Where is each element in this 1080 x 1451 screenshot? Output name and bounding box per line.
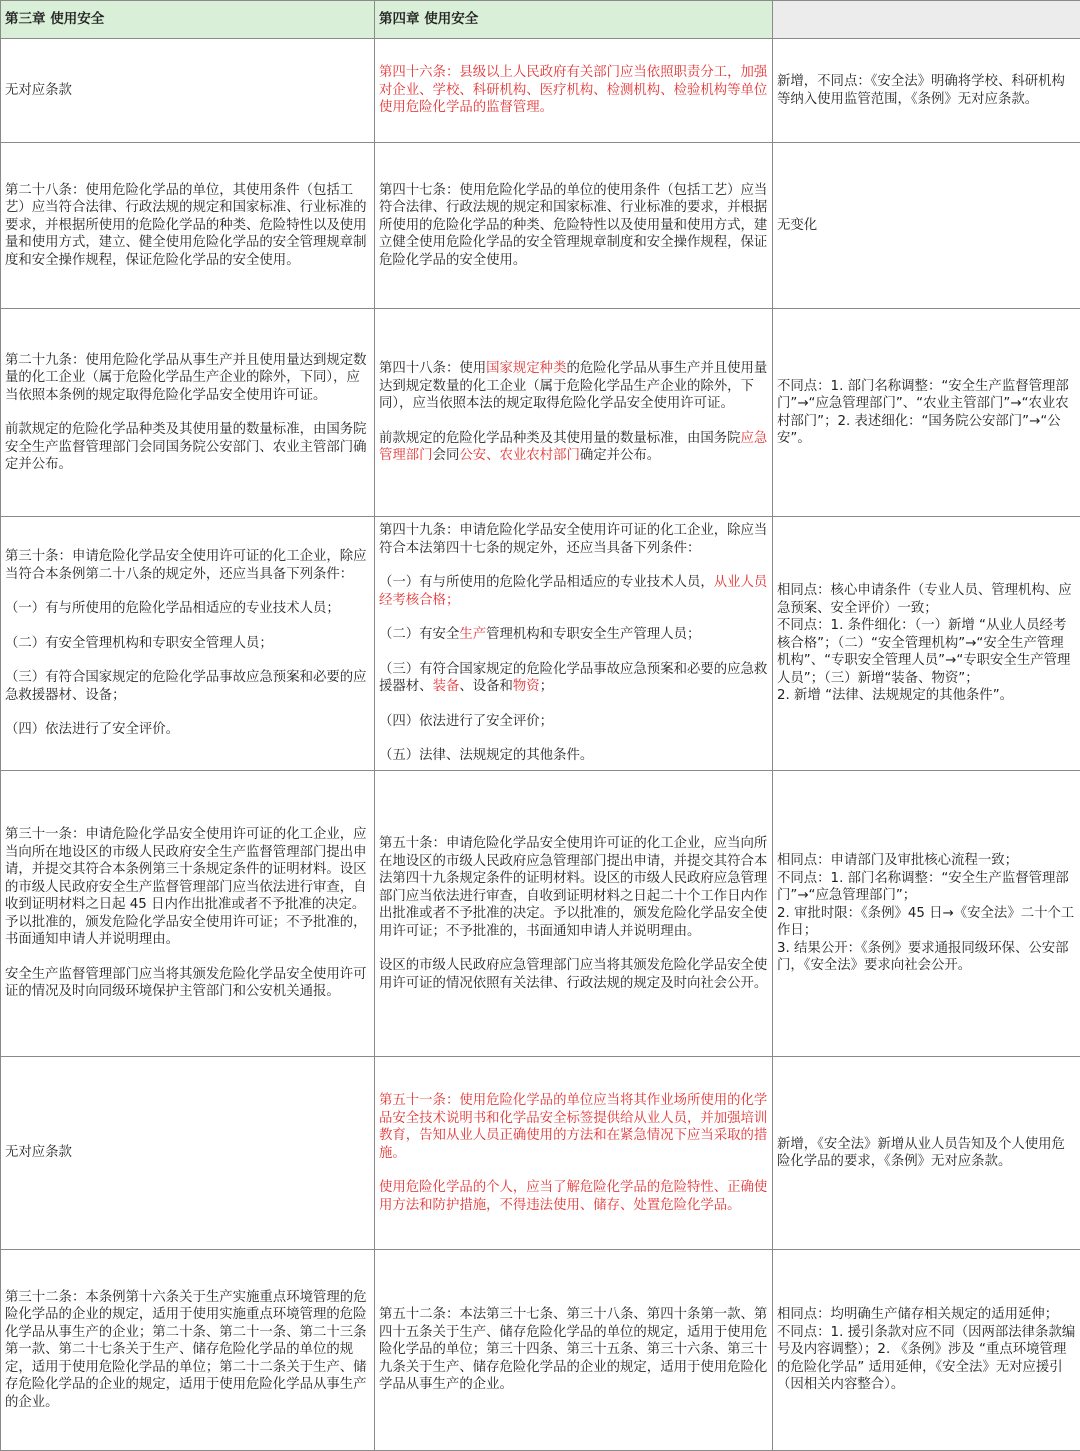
cell-paragraph <box>5 82 370 100</box>
new-article-cell <box>375 1057 773 1250</box>
cell-paragraph <box>5 826 370 949</box>
paragraph-gap <box>5 652 370 669</box>
paragraph-gap <box>379 730 768 747</box>
text-segment: （一）有与所使用的危险化学品相适应的专业技术人员； <box>5 601 340 616</box>
header-row <box>1 1 1080 39</box>
text-segment: 不同点：1. 部门名称调整：“安全生产监督管理部门”→“应急管理部门”、“农业主管部门”→“农业农村部门”；2. 表述细化：“国务院公安部门”→“公安”。 <box>777 379 1069 447</box>
text-segment: 第四十九条：申请危险化学品安全使用许可证的化工企业，除应当符合本法第四十七条的规定外，还应当具备下列条件： <box>379 523 767 556</box>
highlighted-text: 国家规定种类 <box>486 361 566 376</box>
text-segment: 第二十八条：使用危险化学品的单位，其使用条件（包括工艺）应当符合法律、行政法规的规定和国家标准、行业标准的要求，并根据所使用的危险化学品的种类、危险特性以及使用量和使用方式，建立、健全使用危险化学品的安全管理规章制度和安全操作规程，保证危险化学品的安全使用。 <box>5 183 367 268</box>
text-segment: 3. 结果公开：《条例》要求通报同级环保、公安部门，《安全法》要求向社会公开。 <box>777 941 1069 974</box>
cell-paragraph <box>777 1136 1076 1171</box>
cell-paragraph <box>379 1092 768 1162</box>
text-segment: 第五十条：申请危险化学品安全使用许可证的化工企业，应当向所在地设区的市级人民政府应急管理部门提出申请，并提交其符合本法第四十九条规定条件的证明材料。设区的市级人民政府应急管理部门应当依法进行审查，自收到证明材料之日起二十个工作日内作出批准或者不予批准的决定。予以批准的，颁发危险化学品安全使用许可证；不予批准的，书面通知申请人并说明理由。 <box>379 836 767 939</box>
paragraph-gap <box>5 949 370 966</box>
cell-paragraph <box>777 687 1076 705</box>
text-segment: 第四十七条：使用危险化学品的单位的使用条件（包括工艺）应当符合法律、行政法规的规定和国家标准、行业标准的要求，并根据所使用的危险化学品的种类、危险特性以及使用量和使用方式，建立健全使用危险化学品的安全管理规章制度和安全操作规程，保证危险化学品的安全使用。 <box>379 183 767 268</box>
old-article-cell <box>1 517 375 771</box>
cell-paragraph <box>5 966 370 1001</box>
cell-paragraph <box>379 182 768 270</box>
header-new-chapter: 第四章 使用安全 <box>375 1 773 39</box>
header-old-chapter: 第三章 使用安全 <box>1 1 375 39</box>
text-segment: 设区的市级人民政府应急管理部门应当将其颁发危险化学品安全使用许可证的情况依照有关法律、行政法规的规定及时向社会公开。 <box>379 958 767 991</box>
cell-paragraph <box>379 1179 768 1214</box>
highlighted-text: 应急管理部门 <box>379 431 767 464</box>
cell-paragraph <box>777 73 1076 108</box>
cell-paragraph <box>379 626 768 644</box>
text-segment: 第五十二条：本法第三十七条、第三十八条、第四十条第一款、第四十五条关于生产、储存危险化学品的单位的规定，适用于使用危险化学品的单位；第三十四条、第三十五条、第三十六条、第三十九条关于生产、储存危险化学品的企业的规定，适用于使用危险化学品从事生产的企业。 <box>379 1307 767 1392</box>
highlighted-text: 生产 <box>459 627 486 642</box>
text-segment: 新增，《安全法》新增从业人员告知及个人使用危险化学品的要求，《条例》无对应条款。 <box>777 1137 1065 1170</box>
cell-paragraph <box>777 1324 1076 1394</box>
text-segment: 第四十八条：使用 <box>379 361 486 376</box>
paragraph-gap <box>379 696 768 713</box>
cell-paragraph <box>379 430 768 465</box>
table-row <box>1 1057 1080 1250</box>
cell-paragraph <box>379 713 768 731</box>
text-segment: （一）有与所使用的危险化学品相适应的专业技术人员， <box>379 575 714 590</box>
text-segment: （四）依法进行了安全评价。 <box>5 722 179 737</box>
paragraph-gap <box>5 618 370 635</box>
old-article-cell <box>1 771 375 1057</box>
cell-paragraph <box>777 217 1076 235</box>
text-segment: 的危险化学品从事生产并且使用量达到规定数量的化工企业（属于危险化学品生产企业的除外，下同），应当依照本法的规定取得危险化学品安全使用许可证。 <box>379 361 767 411</box>
text-segment: 新增，不同点：《安全法》明确将学校、科研机构等纳入使用监管范围，《条例》无对应条款。 <box>777 74 1065 107</box>
highlighted-text: 第四十六条：县级以上人民政府有关部门应当依照职责分工，加强对企业、学校、科研机构、医疗机构、检测机构、检验机构等单位使用危险化学品的监督管理。 <box>379 65 767 115</box>
cell-paragraph <box>379 661 768 696</box>
paragraph-gap <box>379 557 768 574</box>
text-segment: （五）法律、法规规定的其他条件。 <box>379 748 593 763</box>
new-article-cell <box>375 771 773 1057</box>
cell-paragraph <box>5 1289 370 1412</box>
text-segment: 管理机构和专职安全生产管理人员； <box>486 627 700 642</box>
text-segment: 不同点：1. 援引条款对应不同（因两部法律条款编号及内容调整）；2. 《条例》涉及 “重点环境管理的危险化学品” 适用延伸，《安全法》无对应援引（因相关内容整合）。 <box>777 1325 1075 1393</box>
cell-paragraph <box>379 360 768 413</box>
highlighted-text: 装备 <box>433 679 460 694</box>
header-notes <box>773 1 1080 39</box>
text-segment: 、设备和 <box>459 679 513 694</box>
cell-paragraph <box>777 905 1076 940</box>
table-row <box>1 309 1080 517</box>
cell-paragraph <box>777 582 1076 617</box>
old-article-cell <box>1 309 375 517</box>
text-segment: 相同点：核心申请条件（专业人员、管理机构、应急预案、安全评价）一致； <box>777 583 1072 616</box>
paragraph-gap <box>379 644 768 661</box>
cell-paragraph <box>379 957 768 992</box>
table-row <box>1 143 1080 309</box>
text-segment: ； <box>540 679 553 694</box>
difference-note-cell <box>773 39 1080 143</box>
text-segment: （三）有符合国家规定的危险化学品事故应急预案和必要的应急救援器材、 <box>379 662 767 695</box>
new-article-cell <box>375 39 773 143</box>
text-segment: 不同点：1. 条件细化：（一）新增 “从业人员经考核合格”；（二）“安全管理机构”→“安全生产管理机构”、“专职安全管理人员”→“专职安全生产管理人员”；（三）新增“装备、物资”； <box>777 618 1070 686</box>
difference-note-cell <box>773 517 1080 771</box>
old-article-cell <box>1 1057 375 1250</box>
text-segment: 无变化 <box>777 218 817 233</box>
table-row <box>1 517 1080 771</box>
cell-paragraph <box>5 421 370 474</box>
text-segment: 第三十条：申请危险化学品安全使用许可证的化工企业，除应当符合本条例第二十八条的规定外，还应当具备下列条件： <box>5 549 367 582</box>
text-segment: 前款规定的危险化学品种类及其使用量的数量标准，由国务院安全生产监督管理部门会同国务院公安部门、农业主管部门确定并公布。 <box>5 422 367 472</box>
new-article-cell <box>375 309 773 517</box>
text-segment: （四）依法进行了安全评价； <box>379 714 553 729</box>
cell-paragraph <box>379 574 768 609</box>
paragraph-gap <box>5 704 370 721</box>
text-segment: 会同 <box>433 448 460 463</box>
cell-paragraph <box>5 182 370 270</box>
cell-paragraph <box>5 548 370 583</box>
paragraph-gap <box>379 413 768 430</box>
text-segment: 第二十九条：使用危险化学品从事生产并且使用量达到规定数量的化工企业（属于危险化学品生产企业的除外，下同），应当依照本条例的规定取得危险化学品安全使用许可证。 <box>5 353 367 403</box>
cell-paragraph <box>777 617 1076 687</box>
text-segment: 无对应条款 <box>5 1145 72 1160</box>
difference-note-cell <box>773 143 1080 309</box>
cell-paragraph <box>379 522 768 557</box>
text-segment: 安全生产监督管理部门应当将其颁发危险化学品安全使用许可证的情况及时向同级环境保护主管部门和公安机关通报。 <box>5 967 367 1000</box>
cell-paragraph <box>379 747 768 765</box>
cell-paragraph <box>5 600 370 618</box>
paragraph-gap <box>379 609 768 626</box>
cell-paragraph <box>777 378 1076 448</box>
old-article-cell <box>1 1250 375 1451</box>
cell-paragraph <box>777 870 1076 905</box>
paragraph-gap <box>5 583 370 600</box>
highlighted-text: 从业人员经考核合格； <box>379 575 767 608</box>
table-row <box>1 771 1080 1057</box>
highlighted-text: 使用危险化学品的个人，应当了解危险化学品的危险特性、正确使用方法和防护措施，不得违法使用、储存、处置危险化学品。 <box>379 1180 767 1213</box>
text-segment: 2. 审批时限：《条例》45 日→《安全法》二十个工作日； <box>777 906 1074 939</box>
text-segment: 2. 新增 “法律、法规规定的其他条件”。 <box>777 688 1013 703</box>
old-article-cell <box>1 143 375 309</box>
difference-note-cell <box>773 1057 1080 1250</box>
cell-paragraph <box>379 64 768 117</box>
cell-paragraph <box>777 1306 1076 1324</box>
text-segment: 前款规定的危险化学品种类及其使用量的数量标准，由国务院 <box>379 431 741 446</box>
cell-paragraph <box>5 1144 370 1162</box>
table-row <box>1 39 1080 143</box>
new-article-cell <box>375 517 773 771</box>
highlighted-text: 物资 <box>513 679 540 694</box>
cell-paragraph <box>777 852 1076 870</box>
old-article-cell <box>1 39 375 143</box>
cell-paragraph <box>5 721 370 739</box>
text-segment: 不同点：1. 部门名称调整：“安全生产监督管理部门”→“应急管理部门”； <box>777 871 1069 904</box>
difference-note-cell <box>773 771 1080 1057</box>
paragraph-gap <box>379 940 768 957</box>
new-article-cell <box>375 1250 773 1451</box>
table-row <box>1 1250 1080 1451</box>
paragraph-gap <box>379 1162 768 1179</box>
difference-note-cell <box>773 309 1080 517</box>
new-article-cell <box>375 143 773 309</box>
text-segment: 无对应条款 <box>5 83 72 98</box>
text-segment: （二）有安全 <box>379 627 459 642</box>
text-segment: 相同点：均明确生产储存相关规定的适用延伸； <box>777 1307 1058 1322</box>
paragraph-gap <box>5 404 370 421</box>
highlighted-text: 第五十一条：使用危险化学品的单位应当将其作业场所使用的化学品安全技术说明书和化学品安全标签提供给从业人员，并加强培训教育，告知从业人员正确使用的方法和在紧急情况下应当采取的措施。 <box>379 1093 767 1161</box>
text-segment: （三）有符合国家规定的危险化学品事故应急预案和必要的应急救援器材、设备； <box>5 670 367 703</box>
cell-paragraph <box>379 835 768 940</box>
highlighted-text: 公安、农业农村部门 <box>459 448 580 463</box>
cell-paragraph <box>5 635 370 653</box>
cell-paragraph <box>5 352 370 405</box>
text-segment: 相同点：申请部门及审批核心流程一致； <box>777 853 1018 868</box>
cell-paragraph <box>379 1306 768 1394</box>
text-segment: （二）有安全管理机构和专职安全管理人员； <box>5 636 273 651</box>
text-segment: 第三十二条：本条例第十六条关于生产实施重点环境管理的危险化学品的企业的规定，适用于使用实施重点环境管理的危险化学品从事生产的企业；第二十条、第二十一条、第二十三条第一款、第二十七条关于生产、储存危险化学品的单位的规定，适用于使用危险化学品的单位；第二十二条关于生产、储存危险化学品的企业的规定，适用于使用危险化学品从事生产的企业。 <box>5 1290 367 1410</box>
cell-paragraph <box>777 940 1076 975</box>
cell-paragraph <box>5 669 370 704</box>
text-segment: 第三十一条：申请危险化学品安全使用许可证的化工企业，应当向所在地设区的市级人民政府安全生产监督管理部门提出申请，并提交其符合本条例第三十条规定条件的证明材料。设区的市级人民政府安全生产监督管理部门应当依法进行审查，自收到证明材料之日起 45 日内作出批准或者不予批准的决定。予以批准的，颁发危险化学品安全使用许可证；不予批准的，书面通知申请人并说明理由。 <box>5 827 367 947</box>
difference-note-cell <box>773 1250 1080 1451</box>
text-segment: 确定并公布。 <box>580 448 660 463</box>
